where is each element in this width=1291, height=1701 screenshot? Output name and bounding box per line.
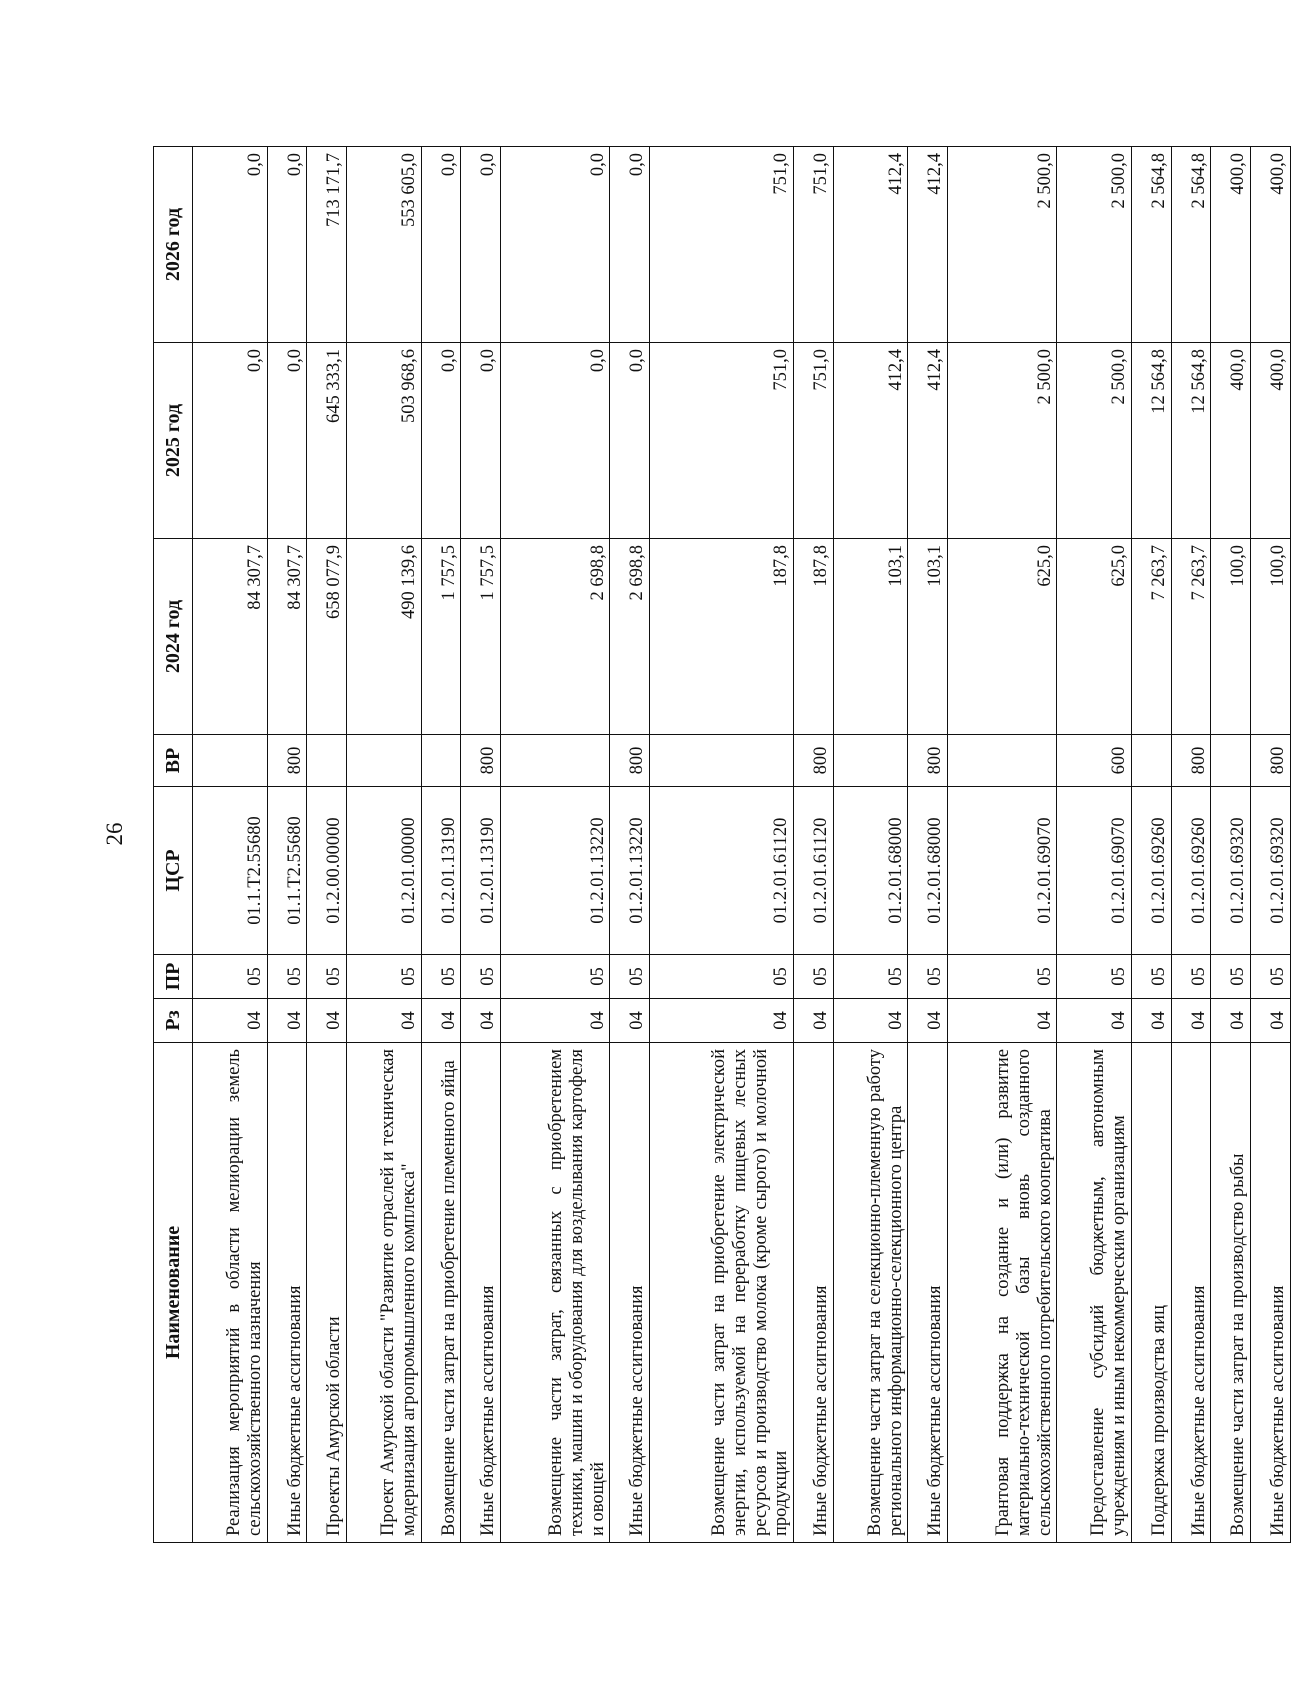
table-row xyxy=(833,147,908,1543)
cell-2025: 412,4 xyxy=(833,343,908,539)
cell-name: Поддержка производства яиц xyxy=(1131,1043,1171,1543)
cell-2026: 751,0 xyxy=(650,147,794,343)
cell-vr xyxy=(501,735,610,787)
cell-pr: 05 xyxy=(307,955,347,999)
cell-csr: 01.2.01.13190 xyxy=(461,787,501,955)
cell-pr: 05 xyxy=(501,955,610,999)
cell-2025: 751,0 xyxy=(650,343,794,539)
table-row xyxy=(267,147,307,1543)
cell-name: Возмещение части затрат на производство рыбы xyxy=(1211,1043,1251,1543)
cell-rz: 04 xyxy=(794,999,834,1043)
table-row xyxy=(1057,147,1132,1543)
cell-rz: 04 xyxy=(347,999,422,1043)
cell-rz: 04 xyxy=(1057,999,1132,1043)
cell-csr: 01.2.01.69260 xyxy=(1171,787,1211,955)
cell-2024: 7 263,7 xyxy=(1171,539,1211,735)
cell-vr: 800 xyxy=(1251,735,1291,787)
cell-csr: 01.2.00.00000 xyxy=(307,787,347,955)
cell-pr: 05 xyxy=(650,955,794,999)
cell-csr: 01.2.01.69320 xyxy=(1211,787,1251,955)
cell-2025: 2 500,0 xyxy=(948,343,1057,539)
cell-2026: 2 564,8 xyxy=(1131,147,1171,343)
cell-2025: 645 333,1 xyxy=(307,343,347,539)
cell-name: Иные бюджетные ассигнования xyxy=(794,1043,834,1543)
table-row xyxy=(908,147,948,1543)
cell-2026: 751,0 xyxy=(794,147,834,343)
table-row xyxy=(501,147,610,1543)
cell-2026: 2 500,0 xyxy=(948,147,1057,343)
cell-vr xyxy=(833,735,908,787)
cell-pr: 05 xyxy=(908,955,948,999)
cell-2026: 553 605,0 xyxy=(347,147,422,343)
cell-2024: 1 757,5 xyxy=(421,539,461,735)
table-row xyxy=(461,147,501,1543)
cell-2024: 7 263,7 xyxy=(1131,539,1171,735)
header-name: Наименование xyxy=(154,1043,193,1543)
cell-rz: 04 xyxy=(610,999,650,1043)
header-vr: ВР xyxy=(154,735,193,787)
cell-name: Реализация мероприятий в области мелиорации земель сельскохозяйственного назначения xyxy=(193,1043,268,1543)
table-row xyxy=(347,147,422,1543)
cell-pr: 05 xyxy=(1131,955,1171,999)
cell-csr: 01.2.01.00000 xyxy=(347,787,422,955)
cell-vr: 800 xyxy=(461,735,501,787)
cell-2024: 84 307,7 xyxy=(267,539,307,735)
cell-csr: 01.2.01.69260 xyxy=(1131,787,1171,955)
cell-vr: 800 xyxy=(908,735,948,787)
cell-csr: 01.2.01.69320 xyxy=(1251,787,1291,955)
cell-csr: 01.1.Т2.55680 xyxy=(267,787,307,955)
cell-2025: 0,0 xyxy=(610,343,650,539)
cell-2026: 2 500,0 xyxy=(1057,147,1132,343)
cell-2026: 713 171,7 xyxy=(307,147,347,343)
cell-name: Предоставление субсидий бюджетным, автономным учреждениям и иным некоммерческим организациям xyxy=(1057,1043,1132,1543)
cell-name: Возмещение части затрат на селекционно-племенную работу регионального информационно-селекционного центра xyxy=(833,1043,908,1543)
cell-name: Возмещение части затрат на приобретение электрической энергии, используемой на переработку пищевых лесных ресурсов и производство молока (кроме сырого) и молочной продукции xyxy=(650,1043,794,1543)
cell-pr: 05 xyxy=(948,955,1057,999)
page-number: 26 xyxy=(102,822,127,846)
table-row xyxy=(421,147,461,1543)
cell-name: Иные бюджетные ассигнования xyxy=(908,1043,948,1543)
table-row xyxy=(1131,147,1171,1543)
cell-2025: 0,0 xyxy=(267,343,307,539)
cell-rz: 04 xyxy=(501,999,610,1043)
cell-pr: 05 xyxy=(610,955,650,999)
cell-pr: 05 xyxy=(461,955,501,999)
cell-name: Иные бюджетные ассигнования xyxy=(1251,1043,1291,1543)
table-row xyxy=(307,147,347,1543)
cell-2026: 0,0 xyxy=(501,147,610,343)
cell-csr: 01.2.01.13220 xyxy=(501,787,610,955)
header-csr: ЦСР xyxy=(154,787,193,955)
cell-2026: 0,0 xyxy=(461,147,501,343)
cell-2025: 0,0 xyxy=(421,343,461,539)
cell-2024: 100,0 xyxy=(1251,539,1291,735)
cell-2024: 490 139,6 xyxy=(347,539,422,735)
cell-rz: 04 xyxy=(307,999,347,1043)
cell-2024: 103,1 xyxy=(908,539,948,735)
cell-vr xyxy=(193,735,268,787)
cell-2026: 0,0 xyxy=(193,147,268,343)
header-2026: 2026 год xyxy=(154,147,193,343)
table-row xyxy=(1251,147,1291,1543)
cell-vr xyxy=(307,735,347,787)
cell-csr: 01.2.01.69070 xyxy=(948,787,1057,955)
cell-2024: 1 757,5 xyxy=(461,539,501,735)
cell-vr: 800 xyxy=(1171,735,1211,787)
cell-pr: 05 xyxy=(794,955,834,999)
cell-vr: 800 xyxy=(610,735,650,787)
cell-csr: 01.2.01.68000 xyxy=(833,787,908,955)
cell-2025: 503 968,6 xyxy=(347,343,422,539)
cell-2025: 400,0 xyxy=(1211,343,1251,539)
table-row xyxy=(1171,147,1211,1543)
cell-2024: 187,8 xyxy=(650,539,794,735)
cell-2024: 625,0 xyxy=(1057,539,1132,735)
table-row xyxy=(650,147,794,1543)
cell-rz: 04 xyxy=(421,999,461,1043)
cell-vr xyxy=(347,735,422,787)
cell-2024: 84 307,7 xyxy=(193,539,268,735)
cell-2024: 100,0 xyxy=(1211,539,1251,735)
cell-vr: 600 xyxy=(1057,735,1132,787)
cell-2025: 0,0 xyxy=(501,343,610,539)
cell-rz: 04 xyxy=(948,999,1057,1043)
cell-rz: 04 xyxy=(1131,999,1171,1043)
cell-csr: 01.2.01.61120 xyxy=(650,787,794,955)
header-rz: Рз xyxy=(154,999,193,1043)
cell-2025: 0,0 xyxy=(461,343,501,539)
cell-name: Иные бюджетные ассигнования xyxy=(1171,1043,1211,1543)
cell-vr xyxy=(1131,735,1171,787)
cell-2024: 103,1 xyxy=(833,539,908,735)
table-header-row xyxy=(154,147,193,1543)
table-row xyxy=(1211,147,1251,1543)
cell-2024: 187,8 xyxy=(794,539,834,735)
cell-rz: 04 xyxy=(193,999,268,1043)
cell-pr: 05 xyxy=(1251,955,1291,999)
cell-2026: 0,0 xyxy=(267,147,307,343)
budget-table-container xyxy=(153,147,1291,1543)
header-pr: ПР xyxy=(154,955,193,999)
cell-name: Иные бюджетные ассигнования xyxy=(267,1043,307,1543)
cell-pr: 05 xyxy=(267,955,307,999)
cell-name: Проект Амурской области "Развитие отраслей и техническая модернизация агропромышленного комплекса" xyxy=(347,1043,422,1543)
cell-2026: 412,4 xyxy=(833,147,908,343)
cell-vr xyxy=(1211,735,1251,787)
cell-2025: 400,0 xyxy=(1251,343,1291,539)
cell-csr: 01.2.01.61120 xyxy=(794,787,834,955)
cell-rz: 04 xyxy=(1211,999,1251,1043)
cell-name: Проекты Амурской области xyxy=(307,1043,347,1543)
cell-vr xyxy=(948,735,1057,787)
cell-rz: 04 xyxy=(650,999,794,1043)
cell-pr: 05 xyxy=(1057,955,1132,999)
cell-rz: 04 xyxy=(1251,999,1291,1043)
cell-pr: 05 xyxy=(193,955,268,999)
cell-2025: 2 500,0 xyxy=(1057,343,1132,539)
cell-pr: 05 xyxy=(1171,955,1211,999)
header-2025: 2025 год xyxy=(154,343,193,539)
cell-2024: 2 698,8 xyxy=(501,539,610,735)
cell-2025: 751,0 xyxy=(794,343,834,539)
cell-csr: 01.2.01.69070 xyxy=(1057,787,1132,955)
budget-table xyxy=(153,146,1291,1543)
cell-2026: 412,4 xyxy=(908,147,948,343)
cell-csr: 01.2.01.13190 xyxy=(421,787,461,955)
cell-2025: 0,0 xyxy=(193,343,268,539)
cell-pr: 05 xyxy=(421,955,461,999)
cell-vr xyxy=(650,735,794,787)
cell-csr: 01.1.Т2.55680 xyxy=(193,787,268,955)
table-body xyxy=(193,147,1291,1543)
header-2024: 2024 год xyxy=(154,539,193,735)
cell-2026: 0,0 xyxy=(610,147,650,343)
cell-name: Возмещение части затрат, связанных с приобретением техники, машин и оборудования для возделывания картофеля и овощей xyxy=(501,1043,610,1543)
cell-csr: 01.2.01.68000 xyxy=(908,787,948,955)
table-row xyxy=(610,147,650,1543)
cell-name: Иные бюджетные ассигнования xyxy=(610,1043,650,1543)
cell-2025: 412,4 xyxy=(908,343,948,539)
cell-2024: 658 077,9 xyxy=(307,539,347,735)
cell-2026: 0,0 xyxy=(421,147,461,343)
cell-rz: 04 xyxy=(908,999,948,1043)
cell-csr: 01.2.01.13220 xyxy=(610,787,650,955)
cell-2026: 400,0 xyxy=(1211,147,1251,343)
cell-2025: 12 564,8 xyxy=(1131,343,1171,539)
cell-name: Возмещение части затрат на приобретение племенного яйца xyxy=(421,1043,461,1543)
table-row xyxy=(193,147,268,1543)
cell-name: Иные бюджетные ассигнования xyxy=(461,1043,501,1543)
cell-2024: 625,0 xyxy=(948,539,1057,735)
cell-pr: 05 xyxy=(347,955,422,999)
table-row xyxy=(948,147,1057,1543)
cell-vr: 800 xyxy=(267,735,307,787)
cell-2025: 12 564,8 xyxy=(1171,343,1211,539)
cell-2024: 2 698,8 xyxy=(610,539,650,735)
cell-name: Грантовая поддержка на создание и (или) развитие материально-технической базы вновь созданного сельскохозяйственного потребительского кооператива xyxy=(948,1043,1057,1543)
cell-vr xyxy=(421,735,461,787)
cell-pr: 05 xyxy=(1211,955,1251,999)
cell-rz: 04 xyxy=(833,999,908,1043)
table-row xyxy=(794,147,834,1543)
cell-rz: 04 xyxy=(1171,999,1211,1043)
cell-vr: 800 xyxy=(794,735,834,787)
cell-rz: 04 xyxy=(461,999,501,1043)
cell-2026: 2 564,8 xyxy=(1171,147,1211,343)
cell-pr: 05 xyxy=(833,955,908,999)
cell-2026: 400,0 xyxy=(1251,147,1291,343)
cell-rz: 04 xyxy=(267,999,307,1043)
